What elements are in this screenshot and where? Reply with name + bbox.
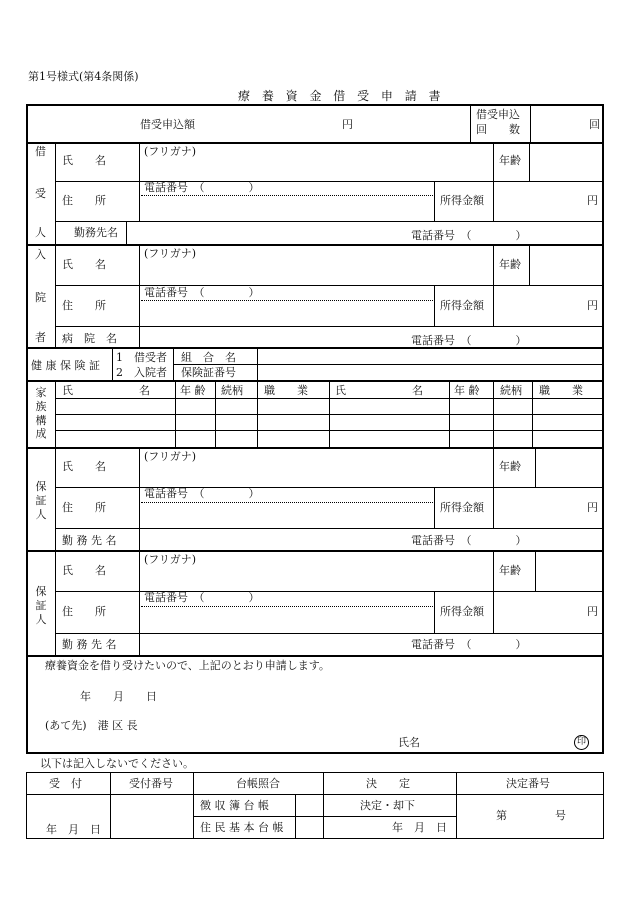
office-decision-date: 年 月 日 bbox=[392, 821, 447, 834]
guarantor1-address-field[interactable] bbox=[141, 504, 431, 526]
borrower-income-label: 所得金額 bbox=[440, 194, 484, 207]
borrower-side-1: 借 bbox=[35, 145, 46, 158]
office-decision-no: 決定番号 bbox=[506, 777, 550, 790]
count-label-1: 借受申込 bbox=[476, 108, 520, 121]
office-resident-ledger: 住 民 基 本 台 帳 bbox=[200, 821, 284, 834]
patient-furigana: (フリガナ) bbox=[144, 247, 197, 260]
family-col-job-2: 職 業 bbox=[539, 384, 583, 397]
guarantor2-work-field[interactable] bbox=[141, 635, 403, 653]
guarantor1-name-field[interactable] bbox=[141, 464, 491, 484]
guarantor2-work-label: 勤 務 先 名 bbox=[62, 638, 117, 651]
patient-income-yen: 円 bbox=[587, 299, 598, 312]
patient-hospital-field[interactable] bbox=[141, 328, 403, 346]
family-col-rel-1: 続柄 bbox=[221, 384, 243, 397]
patient-name-field[interactable] bbox=[141, 261, 491, 281]
guarantor2-name-label: 氏 名 bbox=[62, 564, 106, 577]
patient-hospital-label: 病 院 名 bbox=[62, 332, 117, 345]
guarantor2-name-field[interactable] bbox=[141, 567, 491, 587]
office-note: 以下は記入しないでください。 bbox=[40, 757, 194, 770]
borrower-address-field[interactable] bbox=[141, 197, 431, 219]
guarantor2-age-label: 年齢 bbox=[499, 564, 521, 577]
guarantor1-address-label: 住 所 bbox=[62, 501, 106, 514]
guarantor2-age-field[interactable] bbox=[537, 553, 601, 589]
amount-label: 借受申込額 bbox=[140, 118, 195, 131]
amount-field[interactable] bbox=[304, 110, 454, 136]
guarantor1-work-label: 勤 務 先 名 bbox=[62, 534, 117, 547]
patient-income-label: 所得金額 bbox=[440, 299, 484, 312]
patient-side-3: 者 bbox=[35, 331, 46, 344]
borrower-side-3: 人 bbox=[35, 226, 46, 239]
borrower-phone: 電話番号 （ ） bbox=[144, 181, 260, 194]
family-table-body[interactable] bbox=[57, 399, 602, 445]
guarantor2-address-field[interactable] bbox=[141, 608, 431, 630]
borrower-income-field[interactable] bbox=[495, 183, 583, 219]
guarantor1-income-yen: 円 bbox=[587, 501, 598, 514]
guarantor1-name-label: 氏 名 bbox=[62, 460, 106, 473]
guarantor1-income-field[interactable] bbox=[495, 489, 583, 526]
patient-name-label: 氏 名 bbox=[62, 258, 106, 271]
patient-phone: 電話番号 （ ） bbox=[144, 286, 260, 299]
guarantor2-income-label: 所得金額 bbox=[440, 605, 484, 618]
guarantor2-phone: 電話番号 （ ） bbox=[144, 591, 260, 604]
borrower-name-field[interactable] bbox=[141, 158, 491, 178]
insurance-union-label: 組 合 名 bbox=[181, 351, 236, 364]
borrower-age-label: 年齢 bbox=[499, 154, 521, 167]
borrower-income-yen: 円 bbox=[587, 194, 598, 207]
borrower-work-field[interactable] bbox=[128, 223, 398, 242]
patient-age-field[interactable] bbox=[531, 247, 601, 283]
family-col-rel-2: 続柄 bbox=[500, 384, 522, 397]
applicant-name-label: 氏名 bbox=[398, 736, 420, 749]
office-tax-ledger: 徴 収 簿 台 帳 bbox=[200, 799, 269, 812]
statement-date[interactable]: 年 月 日 bbox=[80, 690, 157, 703]
patient-age-label: 年齢 bbox=[499, 258, 521, 271]
guarantor1-side-label: 保証人 bbox=[35, 480, 47, 521]
borrower-age-field[interactable] bbox=[531, 145, 601, 179]
borrower-address-label: 住 所 bbox=[62, 194, 106, 207]
family-col-age-2: 年 齢 bbox=[454, 384, 480, 397]
guarantor1-age-field[interactable] bbox=[537, 450, 601, 485]
count-label-2: 回 数 bbox=[476, 123, 520, 136]
insurance-option-borrower[interactable]: 1 借受者 bbox=[116, 351, 167, 364]
office-dai: 第 bbox=[496, 809, 507, 822]
form-number: 第1号様式(第4条関係) bbox=[28, 70, 139, 83]
family-side-label: 家族構成 bbox=[35, 386, 47, 441]
patient-address-field[interactable] bbox=[141, 302, 431, 324]
amount-yen: 円 bbox=[342, 118, 353, 131]
family-col-age-1: 年 齢 bbox=[180, 384, 206, 397]
insurance-option-patient[interactable]: 2 入院者 bbox=[116, 366, 167, 379]
guarantor1-work-phone: 電話番号 （ ） bbox=[411, 534, 527, 547]
patient-address-label: 住 所 bbox=[62, 299, 106, 312]
borrower-side-2: 受 bbox=[35, 187, 46, 200]
patient-side-2: 院 bbox=[35, 291, 46, 304]
count-field[interactable] bbox=[532, 106, 584, 140]
office-receipt-no: 受付番号 bbox=[129, 777, 173, 790]
guarantor1-work-field[interactable] bbox=[141, 530, 403, 548]
office-ledger: 台帳照合 bbox=[236, 777, 280, 790]
insurance-number-field[interactable] bbox=[259, 365, 602, 379]
family-col-name-2: 氏 名 bbox=[335, 384, 423, 397]
guarantor1-furigana: (フリガナ) bbox=[144, 450, 197, 463]
statement-text: 療養資金を借り受けたいので、上記のとおり申請します。 bbox=[45, 659, 330, 672]
office-decide-reject: 決定・却下 bbox=[360, 799, 415, 812]
guarantor2-address-label: 住 所 bbox=[62, 605, 106, 618]
office-receipt: 受 付 bbox=[49, 777, 82, 790]
guarantor1-phone: 電話番号 （ ） bbox=[144, 487, 260, 500]
insurance-union-field[interactable] bbox=[259, 349, 602, 363]
guarantor2-side-label: 保証人 bbox=[35, 585, 47, 626]
guarantor2-income-field[interactable] bbox=[495, 593, 583, 631]
family-col-job-1: 職 業 bbox=[264, 384, 308, 397]
patient-side-1: 入 bbox=[35, 248, 46, 261]
borrower-work-label: 勤務先名 bbox=[74, 226, 118, 239]
office-decision: 決 定 bbox=[366, 777, 410, 790]
family-col-name-1: 氏 名 bbox=[62, 384, 150, 397]
office-go: 号 bbox=[555, 809, 566, 822]
guarantor1-income-label: 所得金額 bbox=[440, 501, 484, 514]
guarantor2-income-yen: 円 bbox=[587, 605, 598, 618]
insurance-number-label: 保険証番号 bbox=[181, 366, 236, 379]
office-receipt-date: 年 月 日 bbox=[46, 823, 101, 836]
borrower-furigana: (フリガナ) bbox=[144, 145, 197, 158]
insurance-label: 健 康 保 険 証 bbox=[31, 359, 100, 372]
seal-mark: 印 bbox=[574, 735, 589, 750]
page-title: 療 養 資 金 借 受 申 請 書 bbox=[238, 89, 445, 103]
borrower-work-phone: 電話番号 （ ） bbox=[411, 229, 527, 242]
borrower-name-label: 氏 名 bbox=[62, 154, 106, 167]
guarantor1-age-label: 年齢 bbox=[499, 460, 521, 473]
statement-addressee: (あて先) 港 区 長 bbox=[45, 719, 138, 732]
guarantor2-furigana: (フリガナ) bbox=[144, 553, 197, 566]
applicant-name-field[interactable] bbox=[425, 732, 565, 750]
patient-hospital-phone: 電話番号 （ ） bbox=[411, 334, 527, 347]
count-unit: 回 bbox=[589, 118, 600, 131]
patient-income-field[interactable] bbox=[495, 287, 583, 324]
guarantor2-work-phone: 電話番号 （ ） bbox=[411, 638, 527, 651]
